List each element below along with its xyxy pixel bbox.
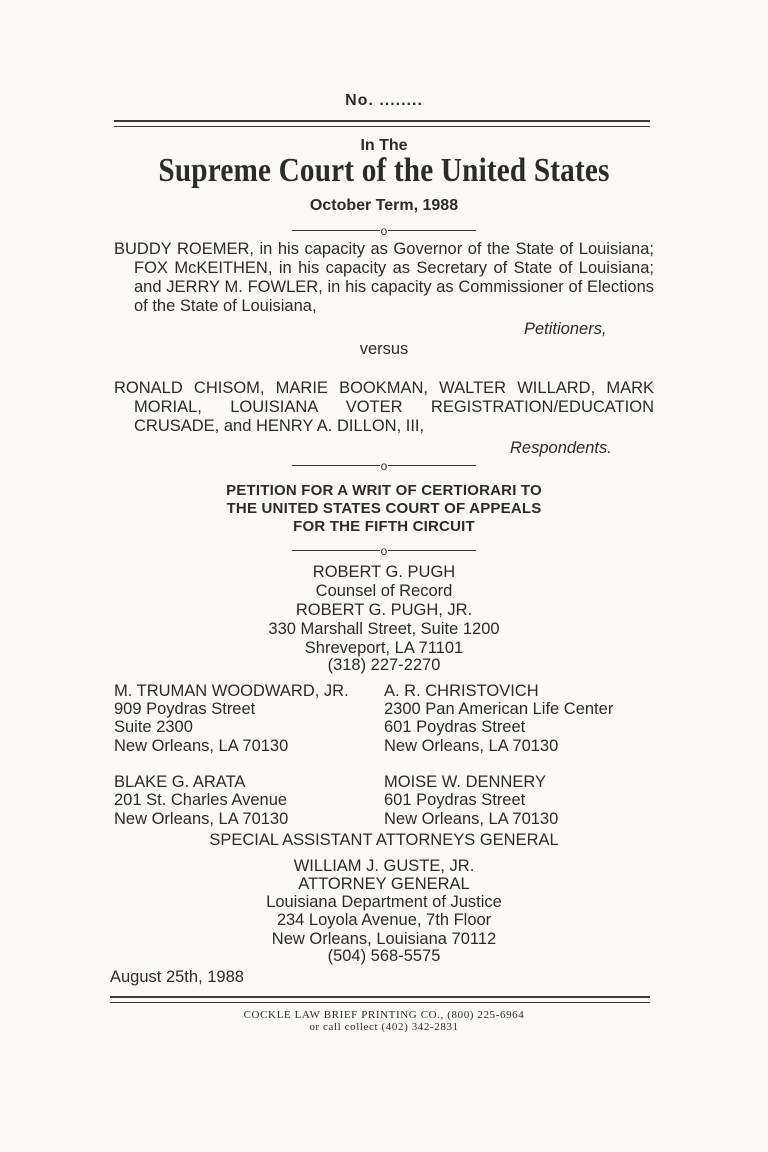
counsel-phone: (318) 227-2270 [327, 656, 441, 674]
petitioners-text: BUDDY ROEMER, in his capacity as Governor of the State of Louisiana; FOX McKEITHEN, in his capacity as Secretary of State of Louisiana; and JERRY M. FOWLER, in his capacity as Commissioner of Elections of the State of Louisiana, [114, 240, 654, 315]
attorney-1-line1: 909 Poydras Street [114, 700, 256, 718]
petitioners-block [114, 240, 654, 316]
bottom-rule-1 [110, 996, 650, 998]
court-name: Supreme Court of the United States [158, 152, 610, 189]
attorney-2-line3: New Orleans, LA 70130 [384, 737, 559, 755]
respondents-text: RONALD CHISOM, MARIE BOOKMAN, WALTER WILLARD, MARK MORIAL, LOUISIANA VOTER REGISTRATION/EDUCATION CRUSADE, and HENRY A. DILLON, III, [114, 379, 654, 435]
attorney-2-name: A. R. CHRISTOVICH [384, 682, 539, 700]
attorney-3-line2: New Orleans, LA 70130 [114, 810, 289, 828]
in-the-label: In The [360, 137, 408, 154]
attorney-1-line3: New Orleans, LA 70130 [114, 737, 289, 755]
attorney-4-line1: 601 Poydras Street [384, 791, 526, 809]
petition-title-line2: THE UNITED STATES COURT OF APPEALS [226, 500, 542, 517]
printer-line1: COCKLE LAW BRIEF PRINTING CO., (800) 225-6964 [243, 1009, 525, 1021]
attorney-1-name: M. TRUMAN WOODWARD, JR. [114, 682, 349, 700]
attorney-2-line2: 601 Poydras Street [384, 718, 526, 736]
separator-2: o [0, 457, 768, 472]
respondents-block [114, 379, 654, 436]
counsel-address2: Shreveport, LA 71101 [304, 639, 464, 657]
filing-date: August 25th, 1988 [110, 968, 244, 986]
respondents-role: Respondents. [510, 439, 612, 457]
ag-dept: Louisiana Department of Justice [266, 893, 502, 911]
ag-title: ATTORNEY GENERAL [298, 875, 470, 893]
petitioners-role: Petitioners, [524, 320, 607, 338]
attorney-3-line1: 201 St. Charles Avenue [114, 791, 288, 809]
counsel-firm: ROBERT G. PUGH, JR. [295, 601, 473, 619]
separator-3: o [0, 542, 768, 557]
top-rule-2 [114, 126, 650, 127]
attorney-2-line1: 2300 Pan American Life Center [384, 700, 614, 718]
ag-address1: 234 Loyola Avenue, 7th Floor [276, 911, 492, 929]
attorney-4-name: MOISE W. DENNERY [384, 773, 546, 791]
bottom-rule-2 [110, 1002, 650, 1003]
ag-phone: (504) 568-5575 [327, 947, 441, 965]
petition-title-line1: PETITION FOR A WRIT OF CERTIORARI TO [226, 482, 542, 499]
court-term: October Term, 1988 [309, 197, 459, 214]
versus-label: versus [359, 340, 409, 358]
attorney-1-line2: Suite 2300 [114, 718, 193, 736]
top-rule-1 [114, 120, 650, 122]
ag-address2: New Orleans, Louisiana 70112 [271, 930, 497, 948]
attorney-3-name: BLAKE G. ARATA [114, 773, 246, 791]
printer-line2: or call collect (402) 342-2831 [309, 1021, 459, 1033]
separator-1: o [0, 222, 768, 237]
counsel-title: Counsel of Record [315, 582, 453, 600]
attorney-4-line2: New Orleans, LA 70130 [384, 810, 559, 828]
ag-name: WILLIAM J. GUSTE, JR. [293, 857, 475, 875]
docket-number: No. ........ [345, 92, 423, 109]
counsel-address1: 330 Marshall Street, Suite 1200 [268, 620, 500, 638]
special-assistant-label: SPECIAL ASSISTANT ATTORNEYS GENERAL [209, 831, 559, 849]
petition-title-line3: FOR THE FIFTH CIRCUIT [293, 518, 475, 535]
counsel-name: ROBERT G. PUGH [312, 563, 456, 581]
